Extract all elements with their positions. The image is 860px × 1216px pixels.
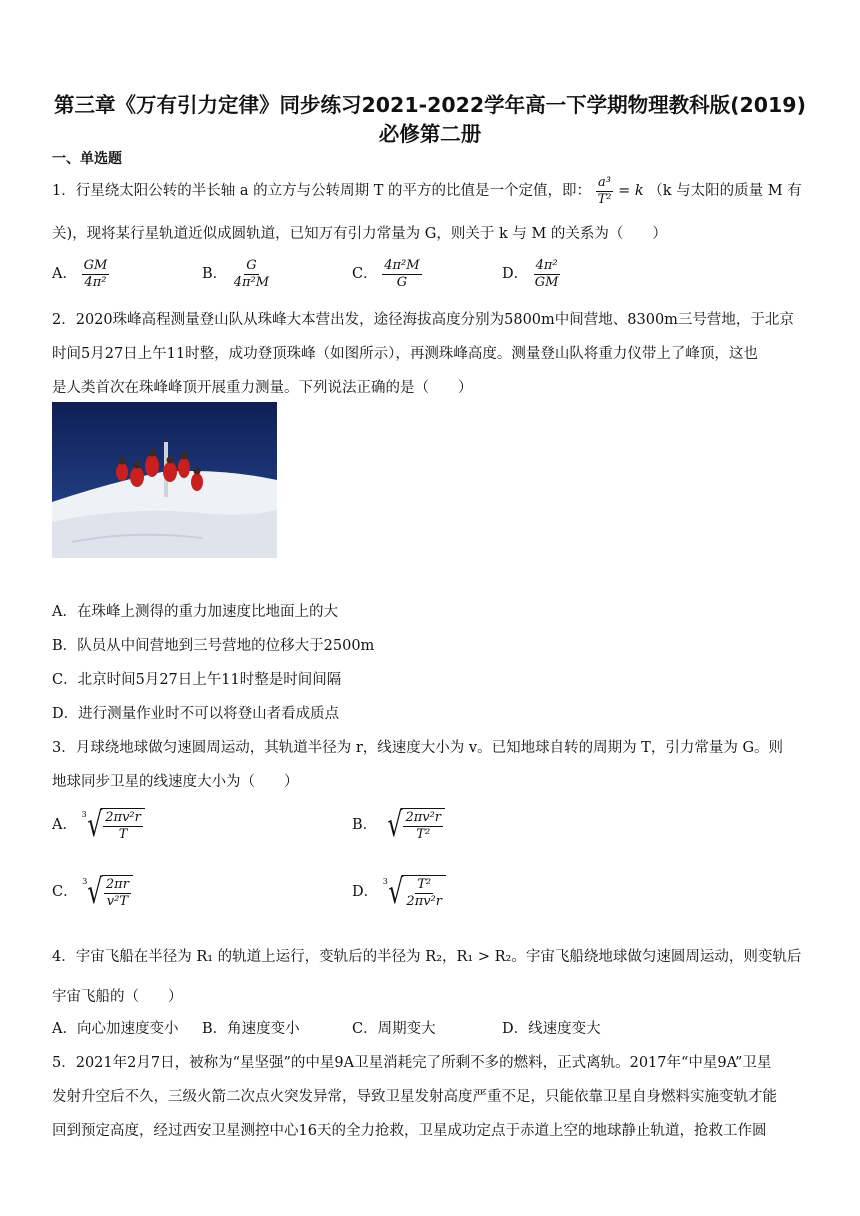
question-5-line1: 5．2021年2月7日，被称为“星坚强”的中星9A卫星消耗完了所剩不多的燃料，正式离轨。2017年“中星9A”卫星 <box>52 1055 772 1071</box>
q1-option-b: B． $\frac{G}{\text{4π²M}}$ <box>202 258 270 290</box>
question-2-line1: 2．2020珠峰高程测量登山队从珠峰大本营出发，途径海拔高度分别为5800m中间营地、8300m三号营地，于北京 <box>52 312 794 328</box>
q2-option-b: B．队员从中间营地到三号营地的位移大于2500m <box>52 638 375 654</box>
question-5-line3: 回到预定高度，经过西安卫星测控中心16天的全力抢救，卫星成功定点于赤道上空的地球静止轨道，抢救工作圆 <box>52 1123 767 1139</box>
q2-option-a: A．在珠峰上测得的重力加速度比地面上的大 <box>52 604 338 620</box>
q4-option-b: B．角速度变小 <box>202 1021 300 1037</box>
question-3-line2: 地球同步卫星的线速度大小为（ ） <box>52 774 299 790</box>
q1-text-b: （k 与太阳的质量 M 有 <box>648 183 802 200</box>
question-2-line3: 是人类首次在珠峰峰顶开展重力测量。下列说法正确的是（ ） <box>52 380 473 396</box>
q1-text-a: 1．行星绕太阳公转的半长轴 a 的立方与公转周期 T 的平方的比值是一个定值，即： <box>52 183 591 200</box>
question-1-line1 <box>52 176 802 206</box>
q1-option-c: C． $\frac{\text{4π²M}}{G}$ <box>352 258 420 290</box>
q1-formula <box>596 176 614 206</box>
q3-option-d: D． 3 √ $\frac{\text{T²}}{\text{2πv²r}}$ <box>352 875 446 909</box>
q4-option-a: A．向心加速度变小 <box>52 1021 179 1037</box>
document-title-line2: 必修第二册 <box>378 122 482 146</box>
q3-option-c: C． 3 √ $\frac{2\pi r}{\text{v²T}}$ <box>52 875 133 909</box>
question-2-line2: 时间5月27日上午11时整，成功登顶珠峰（如图所示），再测珠峰高度。测量登山队将重力仪带上了峰顶，这也 <box>52 346 758 362</box>
q1-formula-den: T² <box>597 191 612 207</box>
section-heading: 一、单选题 <box>52 151 122 167</box>
question-4-line1: 4．宇宙飞船在半径为 R₁ 的轨道上运行，变轨后的半径为 R₂，R₁ > R₂。宇宙飞船绕地球做匀速圆周运动，则变轨后 <box>52 949 802 965</box>
q4-option-c: C．周期变大 <box>352 1021 436 1037</box>
q3-option-a: A． 3 √ $\frac{\text{2πv²r}}{T}$ <box>52 808 145 842</box>
q1-formula-num: a³ <box>598 175 612 190</box>
question-5-line2: 发射升空后不久，三级火箭二次点火突发异常，导致卫星发射高度严重不足，只能依靠卫星自身燃料实施变轨才能 <box>52 1089 777 1105</box>
question-3-line1: 3．月球绕地球做匀速圆周运动，其轨道半径为 r，线速度大小为 v。已知地球自转的周期为 T，引力常量为 G。则 <box>52 740 784 756</box>
question-1-line2: 关)，现将某行星轨道近似成圆轨道，已知万有引力常量为 G，则关于 k 与 M 的关系为（ ） <box>52 226 667 242</box>
q4-option-d: D．线速度变大 <box>502 1021 601 1037</box>
q2-option-d: D．进行测量作业时不可以将登山者看成质点 <box>52 706 340 722</box>
q3-option-b: B． √ $\frac{\text{2πv²r}}{\text{T²}}$ <box>352 808 445 842</box>
question-4-line2: 宇宙飞船的（ ） <box>52 989 183 1005</box>
q1-option-a: A． $\frac{GM}{\text{4π²}}$ <box>52 258 108 290</box>
q1-option-d: D． $\frac{\text{4π²}}{GM}$ <box>502 258 559 290</box>
q1-formula-rhs: = k <box>618 183 644 200</box>
summit-photo-graphic <box>52 402 277 558</box>
q2-option-c: C．北京时间5月27日上午11时整是时间间隔 <box>52 672 342 688</box>
document-title-line1: 第三章《万有引力定律》同步练习2021-2022学年高一下学期物理教科版(2019) <box>54 93 806 117</box>
summit-photo <box>52 402 277 558</box>
